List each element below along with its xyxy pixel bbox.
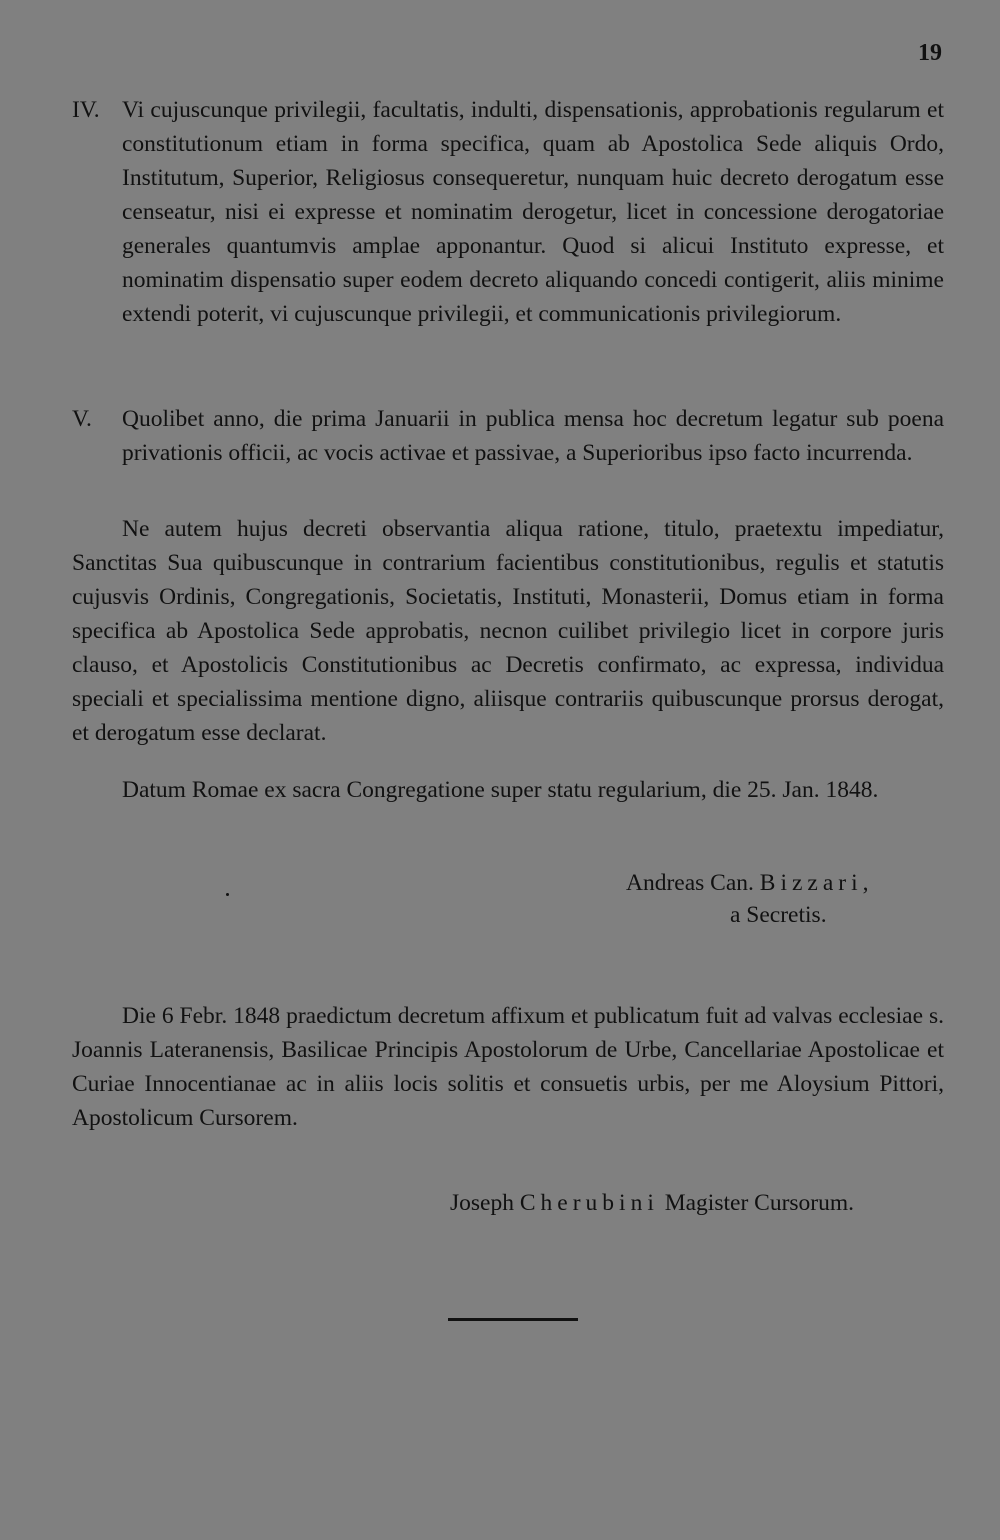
paragraph-iv-text: Vi cujuscunque privilegii, facultatis, indulti, dispensationis, approbationis regularum et constitutionum etiam in forma specifica, quam ab Apostolica Sede aliquis Ordo, Institutum, Superior, Religiosus consequeretur, nunquam huic decreto derogatum esse censeatur, nisi ei expresse et nominatim derogetur, licet in concessione derogatoriae generales quantumvis amplae apponantur. Quod si alicui Instituto expresse, et nominatim dispensatio super eodem decreto aliquando concedi contigerit, aliis minime extendi poterit, vi cujuscunque privilegii, et communicationis privilegiorum. [122, 97, 944, 327]
paragraph-die-6: Die 6 Febr. 1848 praedictum decretum affixum et publicatum fuit ad valvas ecclesiae s. Joannis Lateranensis, Basilicae Principis Apostolorum de Urbe, Cancellariae Apostolicae et Curiae Innocentianae ac in aliis locis solitis et consuetis urbis, per me Aloysium Pittori, Apostolicum Cursorem. [72, 1003, 944, 1131]
page-number: 19 [918, 40, 942, 66]
paragraph-v [72, 402, 944, 470]
ink-speck [226, 893, 229, 896]
signature-cherubini-title: Magister Cursorum. [664, 1190, 855, 1216]
signature-cherubini-surname: Cherubini [519, 1190, 659, 1216]
paragraph-ne-autem: Ne autem hujus decreti observantia aliqua ratione, titulo, praetextu impediatur, Sanctitas Sua quibuscunque in contrarium facientibus constitutionibus, regulis et statutis cujusvis Ordinis, Congregationis, Societatis, Instituti, Monasterii, Domus etiam in forma specifica ab Apostolica Sede approbatis, necnon cuilibet privilegio licet in corpore juris clauso, et Apostolicis Constitutionibus ac Decretis confirmato, ac expressa, individua speciali et specialissima mentione digno, aliisque contrariis quibuscunque prorsus derogat, et derogatum esse declarat. [72, 516, 944, 746]
signature-bizzari-name: Bizzari, [759, 870, 874, 896]
signature-cherubini [450, 1186, 854, 1220]
paragraph-iv-numeral: IV. [72, 97, 100, 123]
paragraph-v-text: Quolibet anno, die prima Januarii in publica mensa hoc decretum legatur sub poena privationis officii, ac vocis activae et passivae, a Superioribus ipso facto incurrenda. [122, 406, 944, 466]
paragraph-datum: Datum Romae ex sacra Congregatione super statu regularium, die 25. Jan. 1848. [122, 777, 879, 803]
closing-rule [448, 1318, 578, 1321]
paragraph-iv [72, 93, 944, 331]
paragraph-v-numeral: V. [72, 406, 92, 432]
signature-bizzari-title: a Secretis. [730, 902, 827, 928]
signature-bizzari-line1 [626, 866, 874, 900]
signature-bizzari-prefix: Andreas Can. [626, 870, 754, 896]
signature-cherubini-first-name: Joseph [450, 1190, 514, 1216]
